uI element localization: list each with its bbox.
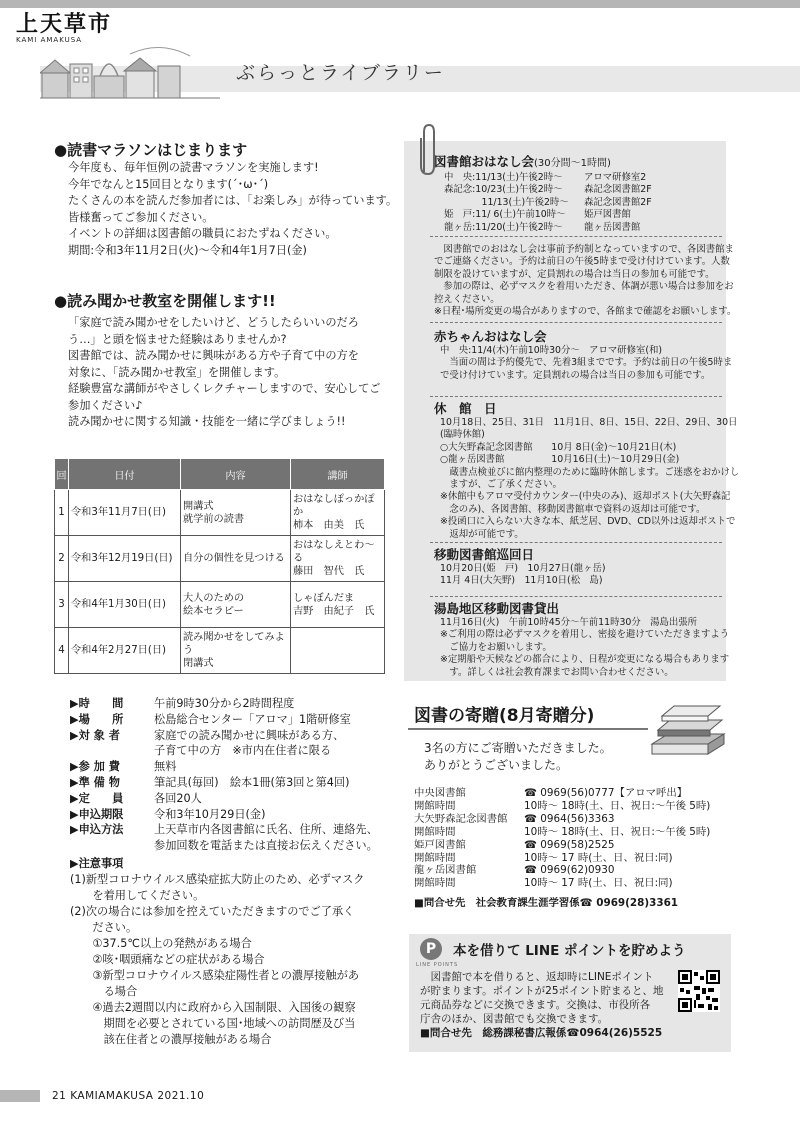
body-line: 念のみ)、各図書館、移動図書館車で資料の返却は可能です。 xyxy=(440,503,706,515)
info-label: ▶申込方法 xyxy=(70,823,124,837)
note-line: 制限を設けていますが、定員割れの場合は当日の参加も可能です。 xyxy=(434,268,715,280)
list-item xyxy=(414,839,744,852)
body-line: (臨時休館) xyxy=(440,429,485,441)
storytime-date: 11/13(土)午後2時〜 xyxy=(444,196,569,208)
library-detail: ☎ 0969(62)0930 xyxy=(524,864,615,877)
closed-days-body xyxy=(434,417,740,541)
body-line: 10月20日(姫 戸) 10月27日(龍ヶ岳) xyxy=(440,563,606,574)
body-line: ※定期船や天候などの都合により、日程が変更になる場合もあります xyxy=(440,654,730,666)
notes-section xyxy=(70,856,400,1048)
info-label: ▶対 象 者 xyxy=(70,728,120,742)
cell-line: 吉野 由紀子 氏 xyxy=(293,605,375,617)
body-line: イベントの詳細は図書館の職員におたずねください。 xyxy=(68,227,337,240)
storytime-notes xyxy=(434,244,737,318)
value-line: 子育て中の方 ※市内在住者に限る xyxy=(154,744,332,758)
note-line: ださい。 xyxy=(70,921,138,934)
body-line: ありがとうございました。 xyxy=(424,758,569,772)
body-line: 返却が可能です。 xyxy=(440,528,524,540)
reading-marathon-section xyxy=(54,140,398,259)
cell-line: しゃぼんだま xyxy=(293,592,355,604)
cell-date: 令和3年12月19日(日) xyxy=(69,536,181,582)
info-value: 松島総合センター「アロマ」1階研修室 xyxy=(154,712,351,726)
list-item xyxy=(414,852,744,865)
cell-line: 閉講式 xyxy=(183,658,214,669)
footer-band xyxy=(0,1090,40,1102)
divider xyxy=(430,236,722,237)
list-item xyxy=(444,172,724,184)
cell-no: 2 xyxy=(55,536,69,582)
info-value: 令和3年10月29日(金) xyxy=(154,807,266,821)
body-line: ご協力をお願いします。 xyxy=(440,641,552,653)
cell-lecturer xyxy=(291,536,385,582)
body-line: 11月 4日(大矢野) 11月10日(松 島) xyxy=(440,575,603,587)
cell-line: 開講式 xyxy=(183,500,214,512)
body-line: 対象に、「読み聞かせ教室」を開催します。 xyxy=(68,365,286,379)
yushima-body xyxy=(434,617,730,679)
info-value: 無料 xyxy=(154,760,177,774)
town-illustration xyxy=(40,44,220,100)
info-row xyxy=(70,775,400,791)
cell-date: 令和4年2月27日(日) xyxy=(69,628,181,674)
body-line: たくさんの本を読んだ参加者には、「お楽しみ」が待っています。 xyxy=(68,194,398,207)
top-bar xyxy=(0,0,800,8)
donation-text xyxy=(424,740,612,774)
info-row xyxy=(70,728,400,760)
cell-content xyxy=(181,536,291,582)
note-line: ②咳･咽頭痛などの症状がある場合 xyxy=(70,953,265,966)
note-line: (2)次の場合には参加を控えていただきますのでご了承く xyxy=(70,905,355,918)
cell-lecturer xyxy=(291,628,385,674)
cell-line: 自分の個性を見つける xyxy=(183,553,285,564)
info-row xyxy=(70,807,400,823)
library-name: 開館時間 xyxy=(414,851,456,864)
cell-no: 1 xyxy=(55,490,69,536)
storytime-place: 森記念図書館2F xyxy=(584,196,652,208)
notes-title: ▶注意事項 xyxy=(70,857,124,870)
divider xyxy=(430,396,722,397)
info-row xyxy=(70,822,400,854)
note-line: ①37.5℃以上の発熱がある場合 xyxy=(70,937,252,950)
value-line: 家庭での読み聞かせに興味がある方、 xyxy=(154,728,345,742)
storytime-place: 森記念図書館2F xyxy=(584,184,652,196)
body-line: 経験豊富な講師がやさしくレクチャーしますので、安心してご xyxy=(68,382,381,395)
line-points-body xyxy=(420,970,664,1040)
list-item xyxy=(414,826,744,839)
info-label: ▶定 員 xyxy=(70,791,124,805)
library-detail: 10時〜 17 時(土、日、祝日:同) xyxy=(524,851,673,864)
note-line: ③新型コロナウイルス感染症陽性者との濃厚接触があ xyxy=(70,969,360,982)
divider xyxy=(430,596,722,597)
baby-storytime-body xyxy=(434,345,733,382)
library-detail: ☎ 0969(58)2525 xyxy=(524,838,615,851)
info-row xyxy=(70,759,400,775)
logo-subtext: KAMI AMAKUSA xyxy=(16,36,83,44)
body-line: ※ご利用の際は必ずマスクを着用し、密接を避けていただきますよう xyxy=(440,629,730,641)
library-name: 中央図書館 xyxy=(414,787,466,799)
note-line: (1)新型コロナウイルス感染症拡大防止のため、必ずマスク xyxy=(70,873,365,886)
library-detail: 10時〜 17 時(土、日、祝日:同) xyxy=(524,877,673,890)
info-row xyxy=(70,791,400,807)
body-line: ○龍ヶ岳図書館 10月16日(土)〜10月29日(金) xyxy=(440,454,680,466)
list-item xyxy=(444,184,724,196)
storytime-date: 姫 戸:11/ 6(土)午前10時〜 xyxy=(444,209,566,221)
info-label: ▶時 間 xyxy=(70,697,124,710)
body-line: が貯まります。ポイントが25ポイント貯まると、地 xyxy=(420,985,664,997)
note-line: を着用してください。 xyxy=(70,889,205,902)
body-line: 蔵書点検並びに館内整理のために臨時休館します。ご迷惑をおかけし xyxy=(440,466,740,478)
books-icon xyxy=(648,700,728,760)
body-line: 11月16日(火) 午前10時45分〜午前11時30分 湯島出張所 xyxy=(440,617,698,628)
schedule-table xyxy=(54,458,385,674)
storytime-place: 龍ヶ岳図書館 xyxy=(584,221,641,233)
cell-content xyxy=(181,490,291,536)
col-header-date: 日付 xyxy=(69,459,181,490)
event-info xyxy=(70,696,400,854)
list-item xyxy=(444,222,724,234)
read-aloud-title: ●読み聞かせ教室を開催します!! xyxy=(54,292,276,310)
line-points-title: 本を借りて LINE ポイントを貯めよう xyxy=(453,943,686,959)
list-item xyxy=(444,209,724,221)
yushima-section xyxy=(434,600,730,679)
info-value: 各回20人 xyxy=(154,791,202,805)
mobile-library-body xyxy=(434,563,724,588)
body-line: う…」と頭を悩ませた経験はありませんか? xyxy=(68,332,287,346)
cell-line: 就学前の読書 xyxy=(183,513,245,525)
library-name: 開館時間 xyxy=(414,799,456,812)
storytime-title-text: 図書館おはなし会 xyxy=(434,154,535,169)
info-label: ▶場 所 xyxy=(70,712,124,726)
cell-no: 4 xyxy=(55,628,69,674)
list-item xyxy=(414,877,744,890)
cell-lecturer xyxy=(291,582,385,628)
cell-no: 3 xyxy=(55,582,69,628)
cell-line: 大人のための xyxy=(183,592,245,604)
section-title: ぶらっとライブラリー xyxy=(236,62,445,84)
note-line: る場合 xyxy=(70,985,138,998)
cell-date: 令和4年1月30日(日) xyxy=(69,582,181,628)
value-line: 参加回数を電話または直接お伝えください。 xyxy=(154,839,378,853)
baby-storytime-title: 赤ちゃんおはなし会 xyxy=(434,329,547,344)
info-row xyxy=(70,712,400,728)
mobile-library-section xyxy=(434,546,724,588)
reading-marathon-body xyxy=(54,160,398,259)
col-header-content: 内容 xyxy=(181,459,291,490)
library-detail: ☎ 0964(56)3363 xyxy=(524,812,615,825)
donation-underline xyxy=(408,728,648,730)
body-line: 今年でなんと15回目となります(´･ω･´) xyxy=(68,177,269,191)
table-header-row xyxy=(55,459,385,490)
body-line: ※投函口に入らない大きな本、紙芝居、DVD、CD以外は返却ポストで xyxy=(440,516,736,528)
footer-page-info: 21 KAMIAMAKUSA 2021.10 xyxy=(52,1090,205,1102)
note-line: 参加の際は、必ずマスクを着用いただき、体調が悪い場合は参加をお xyxy=(434,281,734,293)
info-value: 筆記具(毎回) 絵本1冊(第3回と第4回) xyxy=(154,775,350,789)
list-item xyxy=(414,864,744,877)
storytime-place: 姫戸図書館 xyxy=(584,209,631,221)
cell-content xyxy=(181,582,291,628)
cell-content xyxy=(181,628,291,674)
library-detail: ☎ 0969(56)0777【アロマ呼出】 xyxy=(524,787,688,799)
yushima-title: 湯島地区移動図書貸出 xyxy=(434,601,560,616)
cell-line: 絵本セラピー xyxy=(183,605,244,617)
city-logo xyxy=(16,12,126,46)
line-points-icon: P xyxy=(420,938,442,960)
info-value xyxy=(154,728,400,760)
line-points-caption: LINE POINTS xyxy=(416,962,459,968)
storytime-schedule xyxy=(434,172,724,234)
cell-line: 読み聞かせをしてみよう xyxy=(183,632,285,656)
list-item xyxy=(414,813,744,826)
info-row xyxy=(70,696,400,712)
donation-title: 図書の寄贈(8月寄贈分) xyxy=(414,706,595,726)
note-line: ※日程･場所変更の場合がありますので、各館まで確認をお願いします。 xyxy=(434,306,737,318)
divider xyxy=(430,542,722,543)
library-name: 開館時間 xyxy=(414,825,456,838)
table-row xyxy=(55,582,385,628)
note-line: でご連絡ください。予約は前日の午後5時まで受け付けています。人数 xyxy=(434,256,730,268)
cell-line: おはなしぽっかぽか xyxy=(293,494,375,518)
info-label: ▶申込期限 xyxy=(70,807,124,821)
note-line: 控えください。 xyxy=(434,293,500,305)
body-line: ※休館中もアロマ受付カウンター(中央のみ)、返却ポスト(大矢野森記 xyxy=(440,491,731,503)
contact-info: ■問合せ先 総務課秘書広報係☎0964(26)5525 xyxy=(420,1027,663,1039)
contact-info: ■問合せ先 社会教育課生涯学習係☎ 0969(28)3361 xyxy=(414,897,679,910)
baby-storytime-section xyxy=(434,328,733,382)
info-value xyxy=(154,822,400,854)
info-value: 午前9時30分から2時間程度 xyxy=(154,697,295,710)
mobile-library-title: 移動図書館巡回日 xyxy=(434,547,535,562)
body-line: ○大矢野森記念図書館 10月 8日(金)〜10月21日(木) xyxy=(440,441,677,453)
library-name: 開館時間 xyxy=(414,877,456,890)
library-detail: 10時〜 18時(土、日、祝日:〜午後 5時) xyxy=(524,799,711,812)
list-item xyxy=(414,787,744,800)
body-line: 皆様奮ってご参加ください。 xyxy=(68,210,214,224)
storytime-date: 中 央:11/13(土)午後2時〜 xyxy=(444,172,563,183)
note-line: 期間を必要とされている国･地域への訪問歴及び当 xyxy=(70,1017,356,1030)
body-line: 元商品券などに交換できます。交換は、市役所各 xyxy=(420,999,651,1011)
body-line: ますが、ご了承ください。 xyxy=(440,479,562,491)
note-line: 図書館でのおはなし会は事前予約制となっていますので、各図書館ま xyxy=(434,244,734,255)
body-line: 図書館で本を借りると、返却時にLINEポイント xyxy=(420,971,654,983)
table-row xyxy=(55,490,385,536)
info-label: ▶参 加 費 xyxy=(70,760,120,774)
closed-days-section xyxy=(434,400,740,541)
library-name: 大矢野森記念図書館 xyxy=(414,812,508,825)
library-name: 姫戸図書館 xyxy=(414,838,466,851)
list-item xyxy=(444,197,724,209)
body-line: 10月18日、25日、31日 11月1日、8日、15日、22日、29日、30日 xyxy=(440,417,738,428)
storytime-section xyxy=(434,153,724,234)
body-line: 期間:令和3年11月2日(火)〜令和4年1月7日(金) xyxy=(68,243,307,257)
read-aloud-body xyxy=(54,315,394,431)
closed-days-title: 休 館 日 xyxy=(434,401,497,416)
cell-line: 柿本 由美 氏 xyxy=(293,520,365,531)
divider xyxy=(430,322,722,323)
value-line: 上天草市内各図書館に氏名、住所、連絡先、 xyxy=(154,823,378,837)
reading-marathon-title: ●読書マラソンはじまります xyxy=(54,141,248,159)
body-line: 中 央:11/4(木)午前10時30分〜 アロマ研修室(和) xyxy=(440,345,663,356)
body-line: 今年度も、毎年恒例の読書マラソンを実施します! xyxy=(68,161,319,174)
body-line: 読み聞かせに関する知識・技能を一緒に学びましょう!! xyxy=(68,415,346,428)
library-detail: 10時〜 18時(土、日、祝日:〜午後 5時) xyxy=(524,825,711,838)
body-line: 「家庭で読み聞かせをしたいけど、どうしたらいいのだろ xyxy=(68,316,359,329)
list-item xyxy=(414,800,744,813)
storytime-date: 森記念:10/23(土)午後2時〜 xyxy=(444,184,563,196)
body-line: 参加ください♪ xyxy=(68,398,143,412)
body-line: す。詳しくは社会教育課までお問い合わせください。 xyxy=(440,666,674,678)
cell-date: 令和3年11月7日(日) xyxy=(69,490,181,536)
body-line: 庁舎のほか、図書館でも交換できます。 xyxy=(420,1013,609,1025)
cell-line: おはなしえとわ〜る xyxy=(293,540,375,564)
storytime-place: アロマ研修室2 xyxy=(584,172,647,183)
qr-code-icon[interactable] xyxy=(678,970,720,1012)
storytime-title xyxy=(434,153,724,172)
cell-lecturer xyxy=(291,490,385,536)
col-header-lecturer: 講師 xyxy=(291,459,385,490)
library-name: 龍ヶ岳図書館 xyxy=(414,864,477,877)
cell-line: 藤田 智代 氏 xyxy=(293,566,365,577)
library-hours xyxy=(414,787,744,910)
storytime-date: 龍ヶ岳:11/20(土)午後2時〜 xyxy=(444,221,563,233)
table-row xyxy=(55,536,385,582)
storytime-duration: (30分間〜1時間) xyxy=(534,158,611,169)
body-line: 3名の方にご寄贈いただきました。 xyxy=(424,741,612,755)
read-aloud-section xyxy=(54,291,394,431)
body-line: 当面の間は予約優先で、先着3組までです。予約は前日の午後5時ま xyxy=(440,357,733,369)
info-label: ▶準 備 物 xyxy=(70,775,120,789)
body-line: で受け付けています。定員割れの場合は当日の参加も可能です。 xyxy=(440,369,711,381)
col-header-no: 回 xyxy=(55,459,69,490)
note-line: 該在住者との濃厚接触がある場合 xyxy=(70,1033,272,1046)
table-row xyxy=(55,628,385,674)
note-line: ④過去2週間以内に政府から入国制限、入国後の観察 xyxy=(70,1001,356,1014)
logo-text: 上天草市 xyxy=(16,11,113,37)
body-line: 図書館では、読み聞かせに興味がある方や子育て中の方を xyxy=(68,349,359,362)
